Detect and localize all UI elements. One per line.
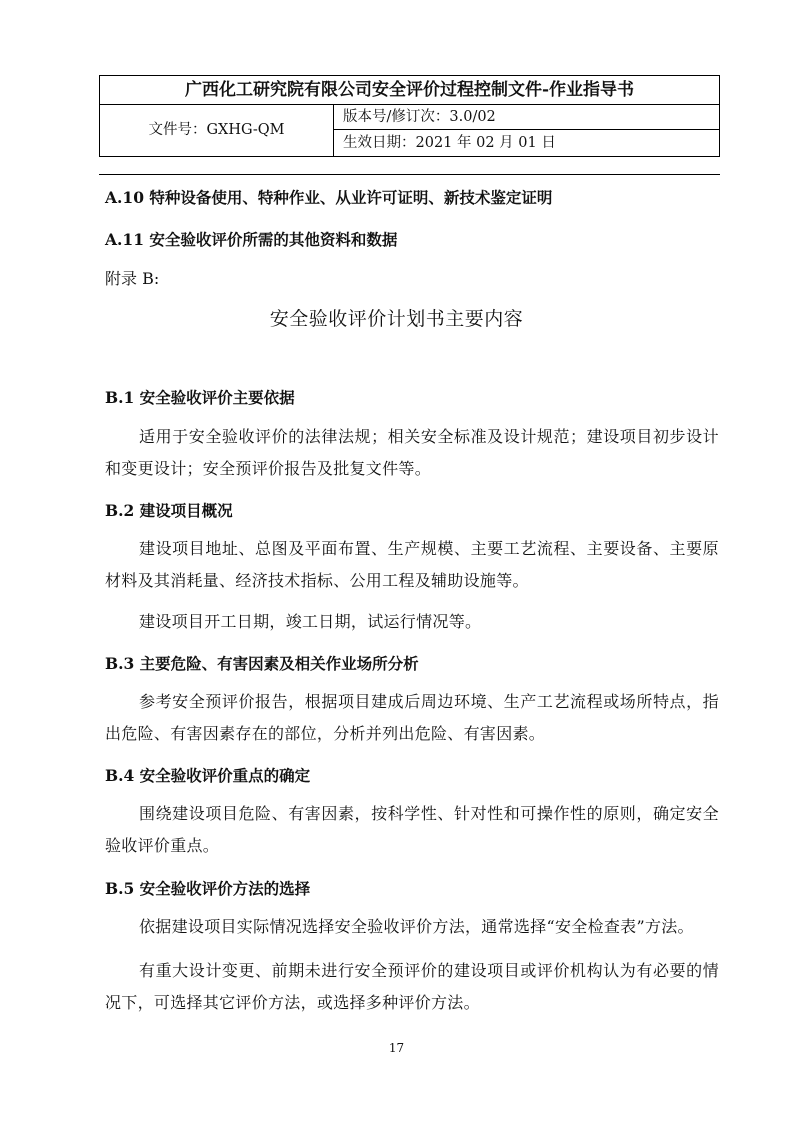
section-b2-heading: B.2 建设项目概况 — [105, 501, 233, 520]
section-b5-heading: B.5 安全验收评价方法的选择 — [105, 879, 311, 898]
section-b3-heading: B.3 主要危险、有害因素及相关作业场所分析 — [105, 654, 419, 673]
appendix-label: 附录 B: — [105, 269, 160, 288]
section-b5-paragraph-2: 有重大设计变更、前期未进行安全预评价的建设项目或评价机构认为有必要的情况下，可选择其它评价方法，或选择多种评价方法。 — [105, 961, 719, 1012]
section-a10-heading: A.10 特种设备使用、特种作业、从业许可证明、新技术鉴定证明 — [105, 188, 553, 207]
document-header-table — [99, 75, 720, 157]
section-b1-heading: B.1 安全验收评价主要依据 — [105, 388, 295, 407]
appendix-title: 安全验收评价计划书主要内容 — [269, 308, 524, 330]
header-title: 广西化工研究院有限公司安全评价过程控制文件-作业指导书 — [100, 76, 719, 105]
section-b4-heading: B.4 安全验收评价重点的确定 — [105, 766, 311, 785]
section-b2-paragraph-2: 建设项目开工日期，竣工日期，试运行情况等。 — [139, 612, 482, 631]
document-number: 文件号：GXHG-QM — [100, 105, 334, 156]
version-number: 版本号/修订次：3.0/02 — [334, 105, 719, 130]
effective-date: 生效日期：2021 年 02 月 01 日 — [343, 135, 556, 151]
page-number: 17 — [388, 1041, 405, 1055]
section-b4-text: 围绕建设项目危险、有害因素，按科学性、针对性和可操作性的原则，确定安全验收评价重点。 — [105, 804, 719, 855]
section-b2-paragraph-1: 建设项目地址、总图及平面布置、生产规模、主要工艺流程、主要设备、主要原材料及其消耗量、经济技术指标、公用工程及辅助设施等。 — [105, 539, 719, 590]
section-b1-text: 适用于安全验收评价的法律法规；相关安全标准及设计规范；建设项目初步设计和变更设计；安全预评价报告及批复文件等。 — [105, 427, 719, 478]
header-divider — [99, 174, 720, 175]
section-b5-paragraph-1: 依据建设项目实际情况选择安全验收评价方法，通常选择“安全检查表”方法。 — [139, 917, 694, 936]
section-a11-heading: A.11 安全验收评价所需的其他资料和数据 — [105, 230, 398, 249]
section-b3-text: 参考安全预评价报告，根据项目建成后周边环境、生产工艺流程或场所特点，指出危险、有害因素存在的部位，分析并列出危险、有害因素。 — [105, 692, 719, 743]
